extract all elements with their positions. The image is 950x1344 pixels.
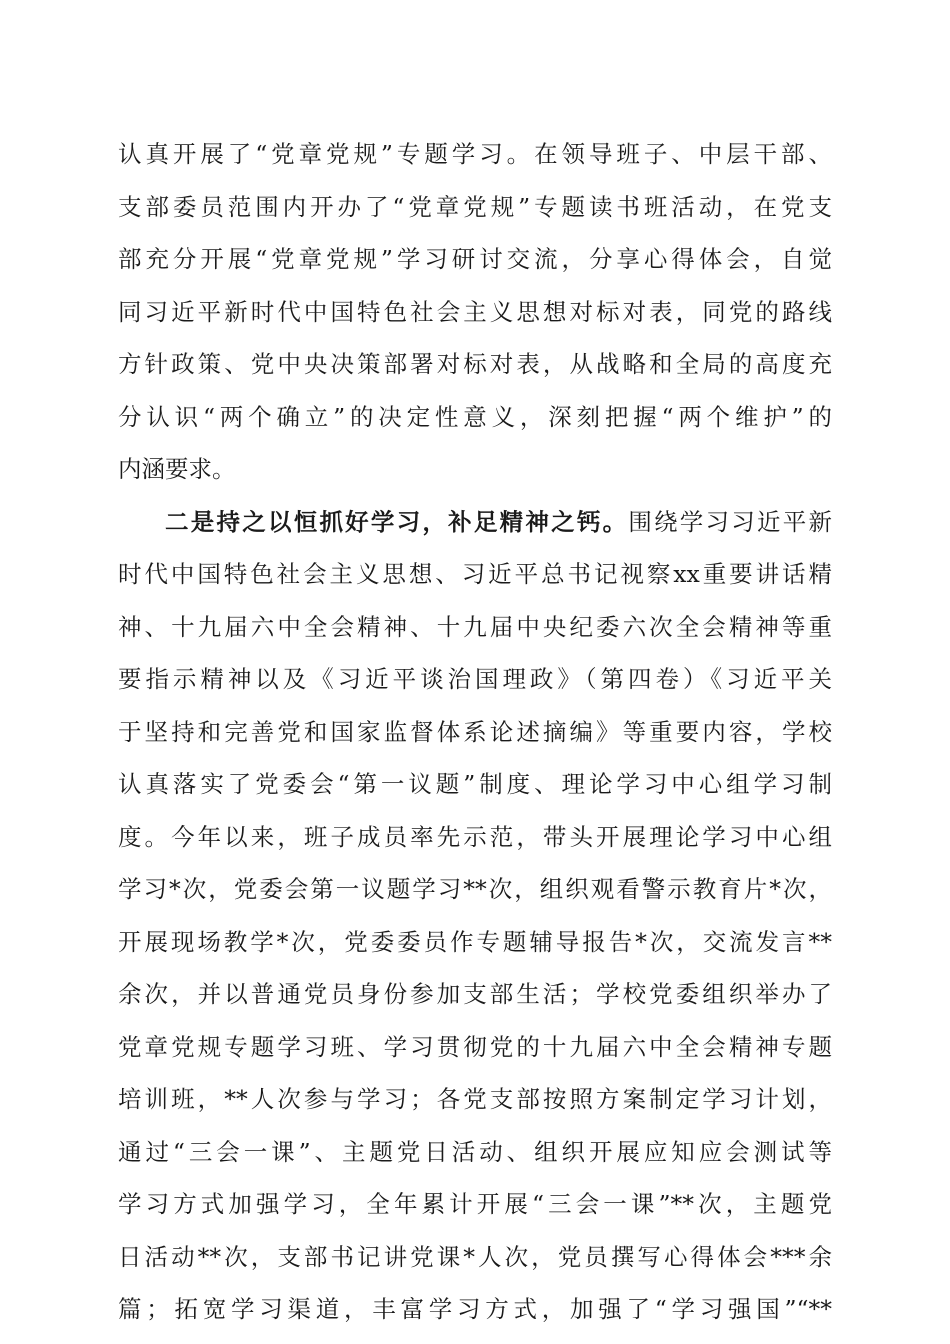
paragraph-line: 学习*次，党委会第一议题学习**次，组织观看警示教育片*次， bbox=[118, 875, 832, 903]
paragraph-line-text: 围绕学习习近平新 bbox=[628, 507, 833, 536]
paragraph-line: 同习近平新时代中国特色社会主义思想对标对表，同党的路线 bbox=[118, 297, 832, 326]
paragraph-line: 党章党规专题学习班、学习贯彻党的十九届六中全会精神专题 bbox=[118, 1032, 832, 1061]
paragraph-line: 篇；拓宽学习渠道，丰富学习方式，加强了“学习强国”“** bbox=[118, 1295, 832, 1323]
paragraph-line: 认真开展了“党章党规”专题学习。在领导班子、中层干部、 bbox=[118, 140, 832, 168]
paragraph-line: 通过“三会一课”、主题党日活动、组织开展应知应会测试等 bbox=[118, 1137, 832, 1166]
document-body bbox=[118, 128, 832, 1336]
paragraph-line: 认真落实了党委会“第一议题”制度、理论学习中心组学习制 bbox=[118, 770, 832, 798]
paragraph-line: 于坚持和完善党和国家监督体系论述摘编》等重要内容，学校 bbox=[118, 717, 832, 746]
paragraph-line: 分认识“两个确立”的决定性意义，深刻把握“两个维护”的 bbox=[118, 402, 832, 431]
paragraph-line: 内涵要求。 bbox=[118, 455, 236, 483]
paragraph-first-line bbox=[118, 496, 832, 549]
paragraph-line: 学习方式加强学习，全年累计开展“三会一课”**次，主题党 bbox=[118, 1190, 832, 1218]
paragraph-line: 日活动**次，支部书记讲党课*人次，党员撰写心得体会***余 bbox=[118, 1242, 832, 1271]
paragraph-line: 部充分开展“党章党规”学习研讨交流，分享心得体会，自觉 bbox=[118, 245, 832, 273]
paragraph-persistent-study bbox=[118, 496, 832, 1336]
paragraph-line: 神、十九届六中全会精神、十九届中央纪委六次全会精神等重 bbox=[118, 612, 832, 641]
paragraph-line: 开展现场教学*次，党委委员作专题辅导报告*次，交流发言** bbox=[118, 927, 832, 956]
paragraph-line: 时代中国特色社会主义思想、习近平总书记视察xx重要讲话精 bbox=[118, 560, 832, 588]
paragraph-line: 度。今年以来，班子成员率先示范，带头开展理论学习中心组 bbox=[118, 822, 832, 851]
paragraph-line: 要指示精神以及《习近平谈治国理政》（第四卷）《习近平关 bbox=[118, 665, 832, 693]
paragraph-line: 方针政策、党中央决策部署对标对表，从战略和全局的高度充 bbox=[118, 350, 832, 378]
paragraph-party-rules-study bbox=[118, 128, 832, 496]
paragraph-line: 余次，并以普通党员身份参加支部生活；学校党委组织举办了 bbox=[118, 980, 832, 1008]
paragraph-line: 支部委员范围内开办了“党章党规”专题读书班活动，在党支 bbox=[118, 192, 832, 221]
section-heading: 二是持之以恒抓好学习，补足精神之钙。 bbox=[165, 507, 629, 536]
paragraph-line: 培训班，**人次参与学习；各党支部按照方案制定学习计划， bbox=[118, 1085, 832, 1113]
